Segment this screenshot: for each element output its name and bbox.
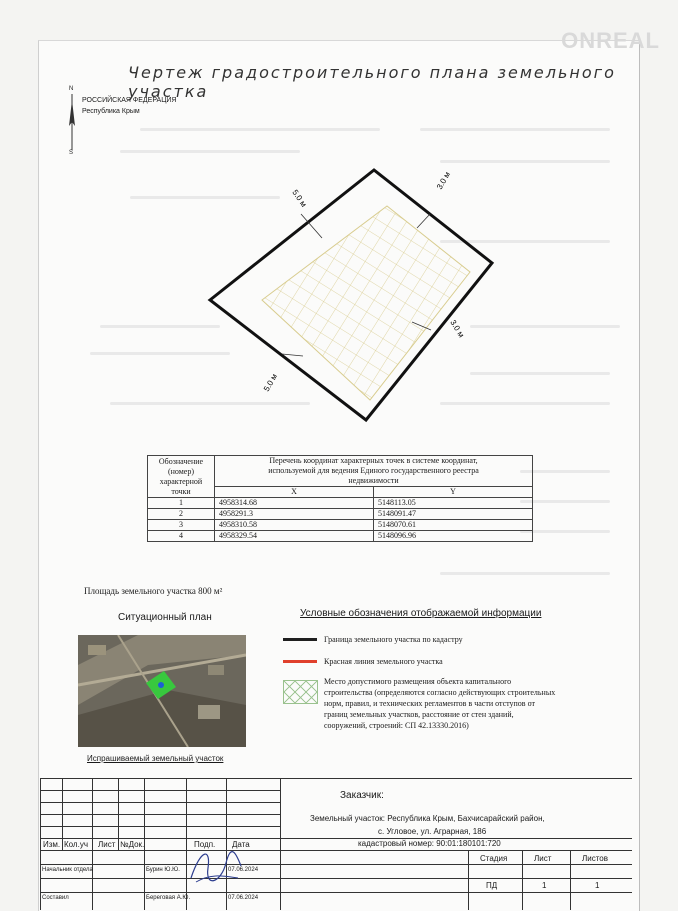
legend-title: Условные обозначения отображаемой информации — [300, 608, 542, 619]
col-header-x: X — [215, 487, 374, 498]
table-row: 2 4958291.3 5148091.47 — [148, 509, 533, 520]
plot-plan — [0, 0, 678, 440]
row-role: Начальник отдела — [42, 867, 93, 873]
situation-plan-image — [78, 635, 246, 747]
title-block — [40, 778, 632, 910]
legend-boundary-text: Граница земельного участка по кадастру — [324, 635, 463, 644]
customer-label: Заказчик: — [340, 790, 384, 801]
col-header-coords: Перечень координат характерных точек в системе координат, используемой для ведения Единого государственного реестра недвижимости — [215, 456, 533, 487]
signature — [186, 838, 246, 888]
coordinates-table — [147, 455, 533, 542]
table-row: 3 4958310.58 5148070.61 — [148, 520, 533, 531]
row-date: 07.06.2024 — [228, 895, 259, 901]
compass-south: S — [69, 150, 74, 156]
plot-area — [84, 586, 222, 596]
country-label: РОССИЙСКАЯ ФЕДЕРАЦИЯ — [82, 97, 177, 104]
situation-plan-title: Ситуационный план — [118, 612, 212, 623]
col-header-point: Обозначение (номер) характерной точки — [148, 456, 215, 498]
setback-label-bottom-left: 5.0 м — [261, 372, 280, 393]
stage-header: Стадия — [480, 854, 508, 863]
legend-zone-text: Место допустимого размещения объекта капитального строительства (определяются согласно действующих строительных норм, правил, и технических регламентов в части отступов от границ земельных участков, расстояние от стен зданий, сооружений, строений: СП 42.13330.2016) — [324, 677, 556, 730]
legend-red-line-swatch — [283, 660, 317, 663]
row-name: Береговая А.Ю. — [146, 895, 191, 901]
object-line-2: с. Угловое, ул. Аграрная, 186 — [378, 827, 487, 836]
table-row: 1 4958314.68 5148113.05 — [148, 498, 533, 509]
object-line-3: кадастровый номер: 90:01:180101:720 — [358, 839, 501, 848]
plot-area-text: Площадь земельного участка 800 — [84, 586, 212, 596]
watermark: ONREAL — [561, 28, 660, 53]
setback-label-top-right: 3.0 м — [434, 170, 453, 191]
col-header-y: Y — [374, 487, 533, 498]
sheet-value: 1 — [542, 881, 547, 890]
row-name: Бурин Ю.Ю. — [146, 867, 180, 873]
page-title: Чертеж градостроительного плана земельного участка — [128, 63, 616, 101]
sheet-header: Лист — [534, 854, 552, 863]
legend-red-line-text: Красная линия земельного участка — [324, 657, 443, 666]
stage-value: ПД — [486, 881, 498, 890]
sheets-value: 1 — [595, 881, 600, 890]
table-row: 4 4958329.54 5148096.96 — [148, 531, 533, 542]
col-sign: Подп. — [194, 840, 216, 849]
compass-north: N — [69, 86, 74, 92]
setback-label-bottom-right: 3.0 м — [448, 318, 466, 340]
republic-label: Республика Крым — [82, 108, 140, 115]
col-izm: Изм. — [43, 840, 61, 849]
plot-area-unit: м² — [213, 586, 223, 596]
col-doc: №Док. — [120, 840, 145, 849]
col-list: Лист — [98, 840, 116, 849]
col-kol-uch: Кол.уч — [64, 840, 88, 849]
object-line-1: Земельный участок: Республика Крым, Бахчисарайский район, — [310, 814, 545, 823]
sheets-header: Листов — [582, 854, 608, 863]
legend-boundary-swatch — [283, 638, 317, 641]
row-date: 07.06.2024 — [228, 867, 259, 873]
legend-zone-swatch — [283, 680, 318, 704]
col-date: Дата — [232, 840, 250, 849]
setback-label-top-left: 5.0 м — [290, 188, 309, 209]
situation-plan-caption: Испрашиваемый земельный участок — [87, 754, 224, 763]
row-role: Составил — [42, 895, 69, 901]
